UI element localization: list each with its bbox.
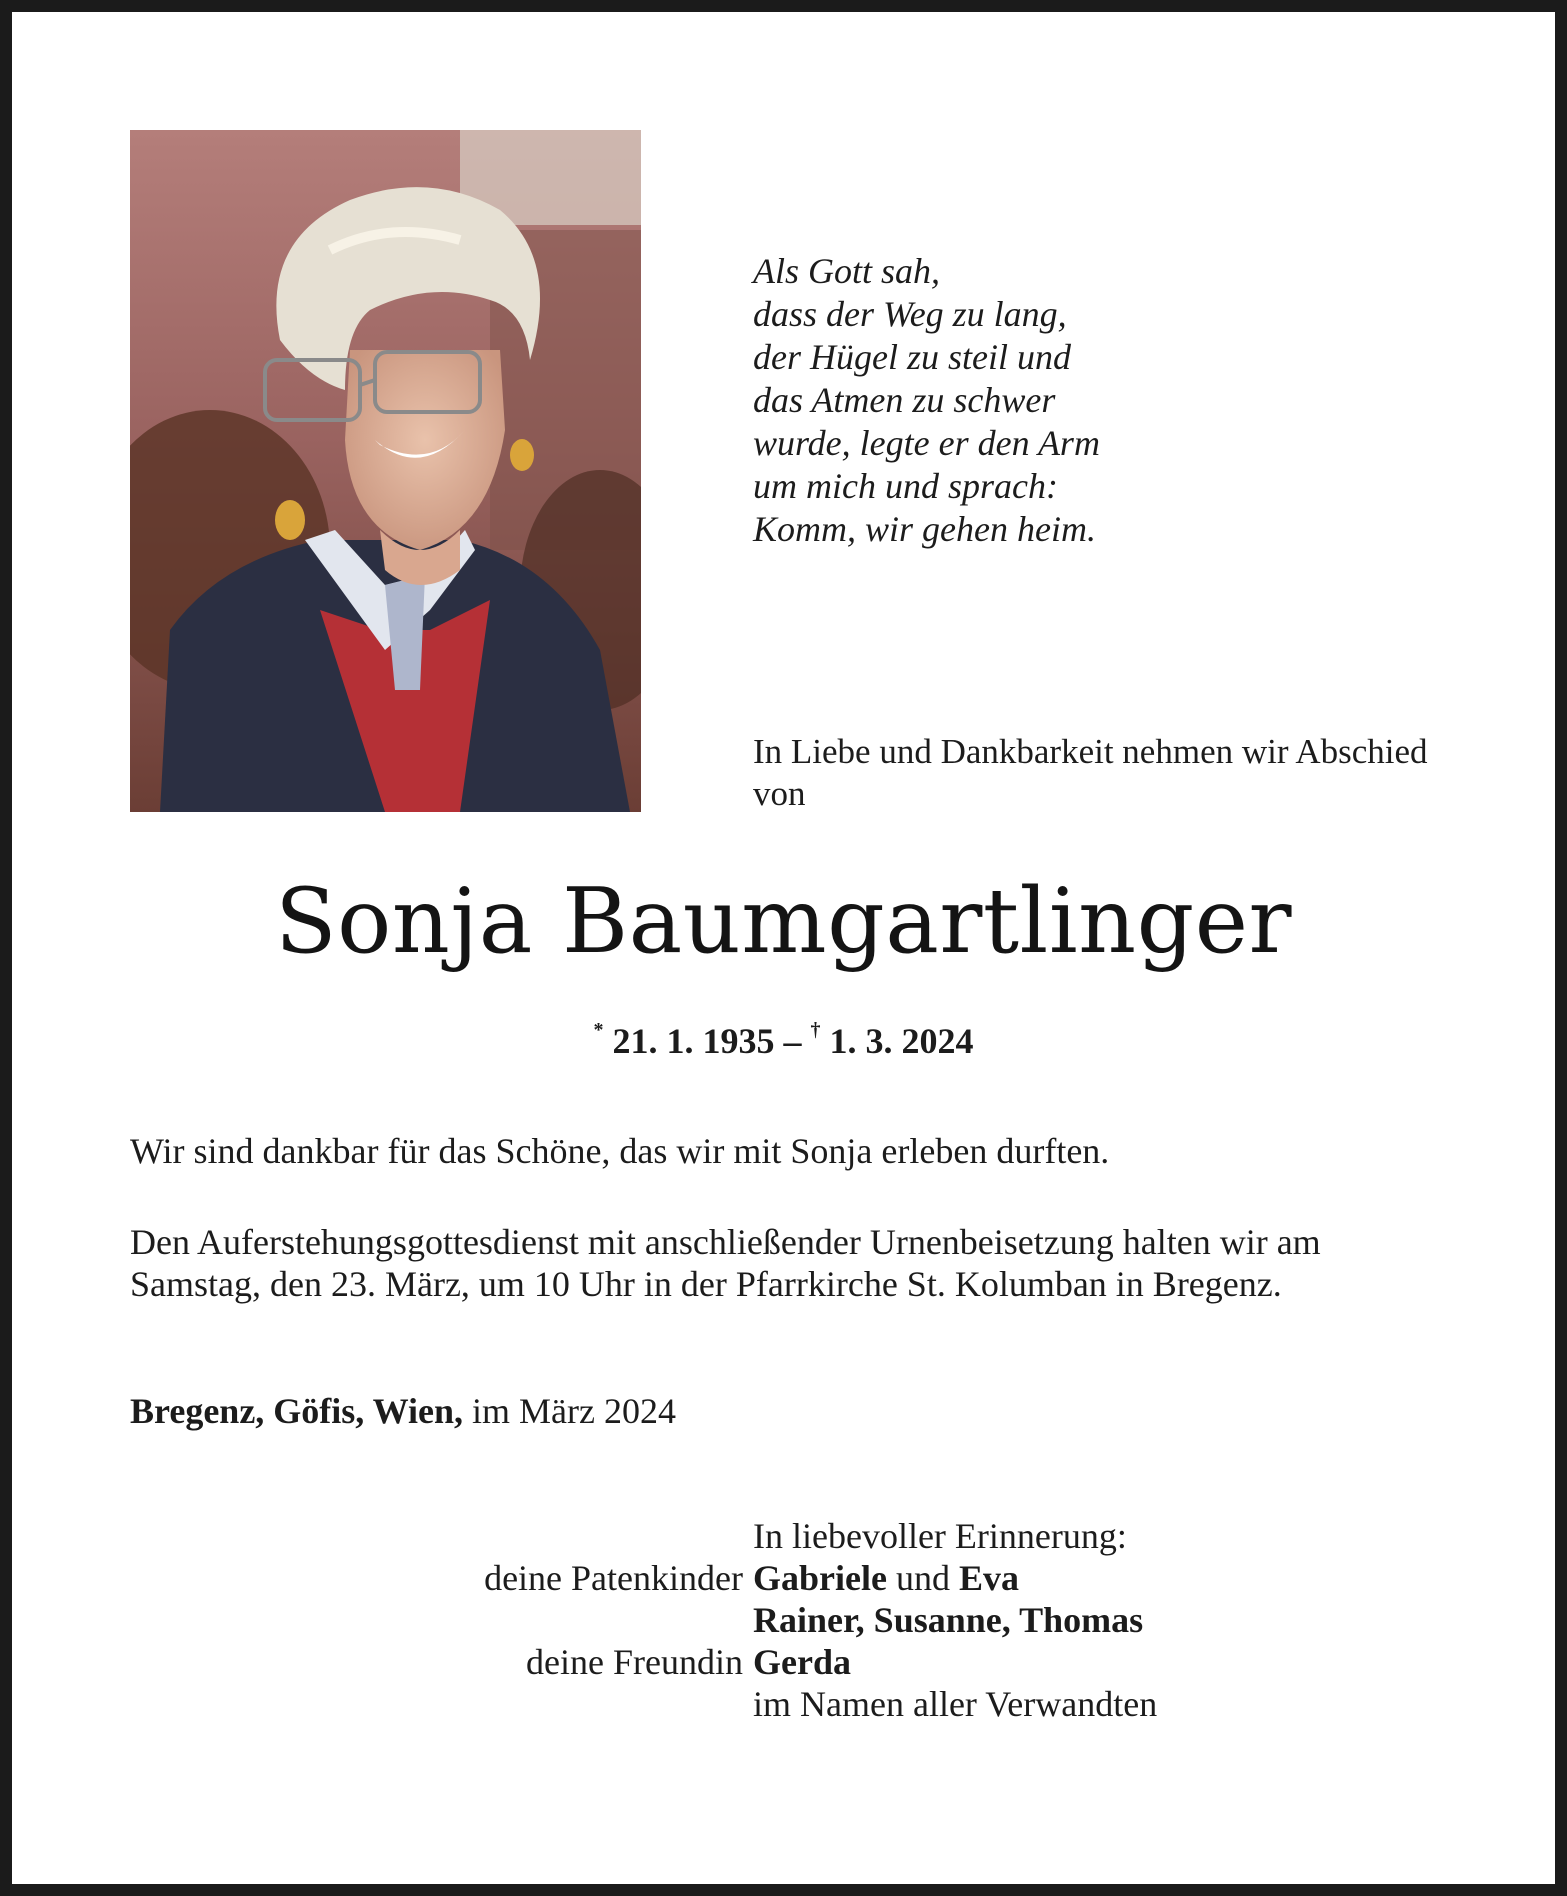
gratitude-paragraph: Wir sind dankbar für das Schöne, das wir mit Sonja erleben durften.: [130, 1131, 1110, 1171]
poem-line: der Hügel zu steil und: [753, 337, 1071, 377]
mourner-row: [12, 1683, 1555, 1725]
family-names: [753, 1599, 1143, 1641]
death-date: 1. 3. 2024: [829, 1021, 974, 1061]
month-year: im März 2024: [472, 1391, 676, 1431]
date-separator: –: [783, 1021, 802, 1061]
places: Bregenz, Göfis, Wien,: [130, 1391, 463, 1431]
poem-line: Als Gott sah,: [753, 251, 941, 291]
and-word: und: [895, 1558, 950, 1598]
friend-name: Gerda: [753, 1642, 851, 1682]
friend-names: [753, 1641, 851, 1683]
poem-line: Komm, wir gehen heim.: [753, 509, 1096, 549]
life-dates: [12, 1012, 1555, 1063]
portrait-image: [130, 130, 641, 812]
portrait-photo: [130, 130, 641, 812]
relatives-line: im Namen aller Verwandten: [753, 1684, 1158, 1724]
mourner-row: [12, 1641, 1555, 1683]
godchildren-label: deine Patenkinder: [484, 1558, 743, 1598]
service-paragraph: Den Auferstehungsgottesdienst mit anschließender Urnenbeisetzung halten wir am Samstag, den 23. März, um 10 Uhr in der Pfarrkirche St. Kolumban in Bregenz.: [130, 1222, 1321, 1304]
poem-line: um mich und sprach:: [753, 466, 1058, 506]
deceased-name: Sonja Baumgartlinger: [275, 869, 1292, 974]
place-date-line: [130, 1390, 1445, 1432]
birth-date: 21. 1. 1935: [612, 1021, 775, 1061]
farewell-intro: In Liebe und Dankbarkeit nehmen wir Abschied von: [753, 732, 1428, 813]
death-symbol: †: [810, 1019, 821, 1041]
godchild-name: Gabriele: [753, 1558, 887, 1598]
friend-label: deine Freundin: [526, 1642, 743, 1682]
godchildren-names: [753, 1557, 1019, 1599]
family-line: Rainer, Susanne, Thomas: [753, 1600, 1144, 1640]
godchild-name: Eva: [958, 1558, 1019, 1598]
mourners-list: [12, 1557, 1555, 1725]
poem-line: dass der Weg zu lang,: [753, 294, 1067, 334]
birth-symbol: *: [593, 1019, 604, 1041]
poem-line: das Atmen zu schwer: [753, 380, 1056, 420]
poem-line: wurde, legte er den Arm: [753, 423, 1100, 463]
obituary-card: [12, 12, 1555, 1884]
closing-line: In liebevoller Erinnerung:: [753, 1516, 1127, 1556]
poem: [753, 250, 1100, 551]
mourner-row: [12, 1557, 1555, 1599]
mourner-row: [12, 1599, 1555, 1641]
